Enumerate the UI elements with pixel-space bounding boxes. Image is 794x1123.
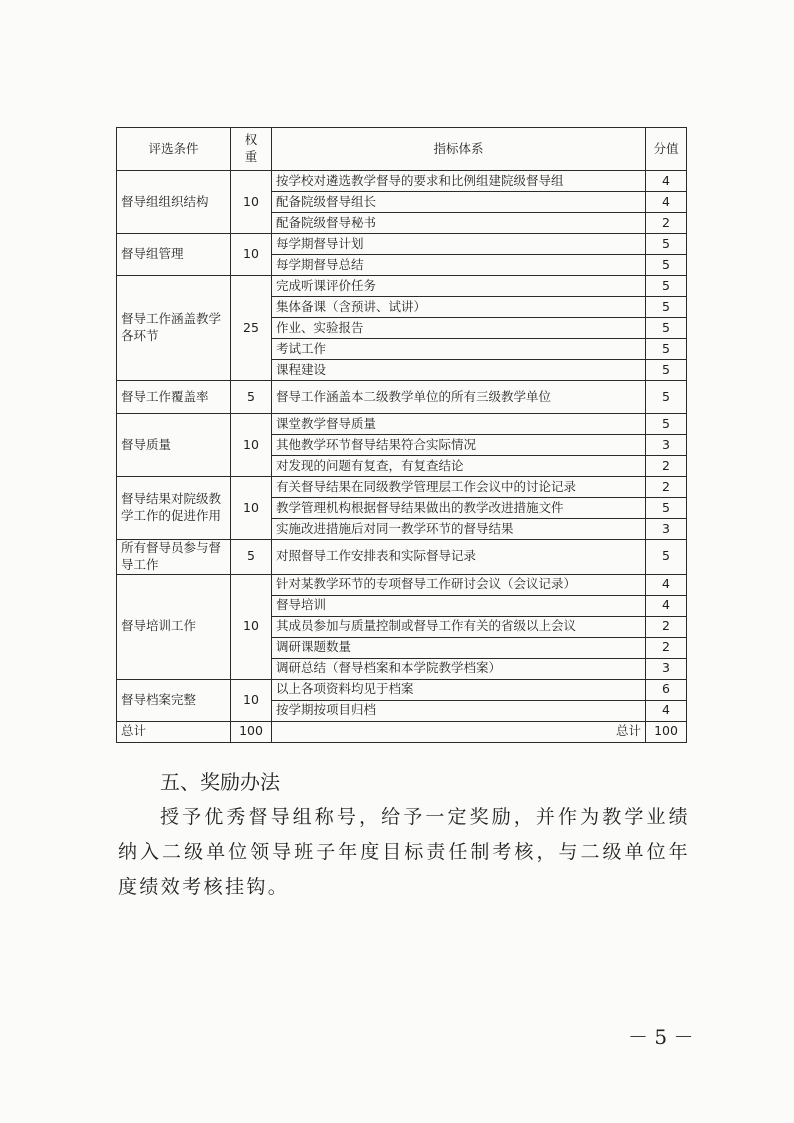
- weight-cell: 25: [231, 276, 272, 381]
- weight-cell: 10: [231, 171, 272, 234]
- indicator-cell: 配备院级督导组长: [272, 192, 646, 213]
- score-cell: 5: [646, 498, 687, 519]
- weight-cell: 10: [231, 574, 272, 679]
- score-cell: 2: [646, 456, 687, 477]
- indicator-cell: 督导工作涵盖本二级教学单位的所有三级教学单位: [272, 381, 646, 414]
- score-cell: 5: [646, 381, 687, 414]
- score-cell: 3: [646, 435, 687, 456]
- indicator-cell: 以上各项资料均见于档案: [272, 679, 646, 700]
- indicator-cell: 课程建设: [272, 360, 646, 381]
- header-criteria: 评选条件: [117, 128, 231, 171]
- criteria-cell: 督导组组织结构: [117, 171, 231, 234]
- indicator-cell: 实施改进措施后对同一教学环节的督导结果: [272, 519, 646, 540]
- weight-cell: 5: [231, 540, 272, 575]
- weight-cell: 10: [231, 234, 272, 276]
- score-cell: 2: [646, 637, 687, 658]
- evaluation-criteria-table: [116, 127, 687, 743]
- indicator-cell: 配备院级督导秘书: [272, 213, 646, 234]
- score-cell: 5: [646, 414, 687, 435]
- score-cell: 4: [646, 192, 687, 213]
- total-weight: 100: [231, 721, 272, 742]
- table-row: [117, 171, 687, 192]
- indicator-cell: 对发现的问题有复查，有复查结论: [272, 456, 646, 477]
- table-row: [117, 414, 687, 435]
- score-cell: 5: [646, 276, 687, 297]
- table-body: [117, 171, 687, 722]
- table-header-row: [117, 128, 687, 171]
- score-cell: 5: [646, 540, 687, 575]
- table-row: [117, 477, 687, 498]
- criteria-cell: 督导工作涵盖教学各环节: [117, 276, 231, 381]
- indicator-cell: 有关督导结果在同级教学管理层工作会议中的讨论记录: [272, 477, 646, 498]
- score-cell: 2: [646, 213, 687, 234]
- indicator-cell: 完成听课评价任务: [272, 276, 646, 297]
- score-cell: 5: [646, 339, 687, 360]
- criteria-cell: 所有督导员参与督导工作: [117, 540, 231, 575]
- table-row: [117, 574, 687, 595]
- total-score: 100: [646, 721, 687, 742]
- score-cell: 4: [646, 700, 687, 721]
- weight-cell: 10: [231, 679, 272, 721]
- section-paragraph: 授予优秀督导组称号，给予一定奖励，并作为教学业绩纳入二级单位领导班子年度目标责任制考核，与二级单位年度绩效考核挂钩。: [118, 806, 690, 898]
- score-cell: 3: [646, 658, 687, 679]
- score-cell: 5: [646, 297, 687, 318]
- criteria-cell: 督导档案完整: [117, 679, 231, 721]
- table-row: [117, 234, 687, 255]
- section-heading: 五、奖励办法: [160, 770, 280, 794]
- weight-cell: 5: [231, 381, 272, 414]
- indicator-cell: 考试工作: [272, 339, 646, 360]
- criteria-cell: 督导结果对院级教学工作的促进作用: [117, 477, 231, 540]
- total-label-left: 总计: [117, 721, 231, 742]
- weight-cell: 10: [231, 477, 272, 540]
- weight-cell: 10: [231, 414, 272, 477]
- indicator-cell: 针对某教学环节的专项督导工作研讨会议（会议记录）: [272, 574, 646, 595]
- indicator-cell: 督导培训: [272, 595, 646, 616]
- score-cell: 2: [646, 616, 687, 637]
- score-cell: 4: [646, 595, 687, 616]
- indicator-cell: 其他教学环节督导结果符合实际情况: [272, 435, 646, 456]
- indicator-cell: 集体备课（含预讲、试讲）: [272, 297, 646, 318]
- table-row: [117, 381, 687, 414]
- indicator-cell: 按学校对遴选教学督导的要求和比例组建院级督导组: [272, 171, 646, 192]
- indicator-cell: 作业、实验报告: [272, 318, 646, 339]
- criteria-cell: 督导工作覆盖率: [117, 381, 231, 414]
- header-weight: 权 重: [231, 128, 272, 171]
- indicator-cell: 调研总结（督导档案和本学院教学档案）: [272, 658, 646, 679]
- indicator-cell: 每学期督导总结: [272, 255, 646, 276]
- indicator-cell: 课堂教学督导质量: [272, 414, 646, 435]
- indicator-cell: 教学管理机构根据督导结果做出的教学改进措施文件: [272, 498, 646, 519]
- score-cell: 5: [646, 234, 687, 255]
- indicator-cell: 调研课题数量: [272, 637, 646, 658]
- table-row: [117, 276, 687, 297]
- criteria-cell: 督导培训工作: [117, 574, 231, 679]
- score-cell: 2: [646, 477, 687, 498]
- header-indicators: 指标体系: [272, 128, 646, 171]
- header-score: 分值: [646, 128, 687, 171]
- indicator-cell: 按学期按项目归档: [272, 700, 646, 721]
- score-cell: 3: [646, 519, 687, 540]
- page-number: － 5 －: [628, 1025, 694, 1049]
- table-row: [117, 679, 687, 700]
- total-row: [117, 721, 687, 742]
- score-cell: 4: [646, 171, 687, 192]
- score-cell: 5: [646, 360, 687, 381]
- score-cell: 5: [646, 318, 687, 339]
- score-cell: 5: [646, 255, 687, 276]
- score-cell: 6: [646, 679, 687, 700]
- criteria-cell: 督导质量: [117, 414, 231, 477]
- criteria-cell: 督导组管理: [117, 234, 231, 276]
- indicator-cell: 其成员参加与质量控制或督导工作有关的省级以上会议: [272, 616, 646, 637]
- indicator-cell: 每学期督导计划: [272, 234, 646, 255]
- indicator-cell: 对照督导工作安排表和实际督导记录: [272, 540, 646, 575]
- total-label-right: 总计: [272, 721, 646, 742]
- table-row: [117, 540, 687, 575]
- score-cell: 4: [646, 574, 687, 595]
